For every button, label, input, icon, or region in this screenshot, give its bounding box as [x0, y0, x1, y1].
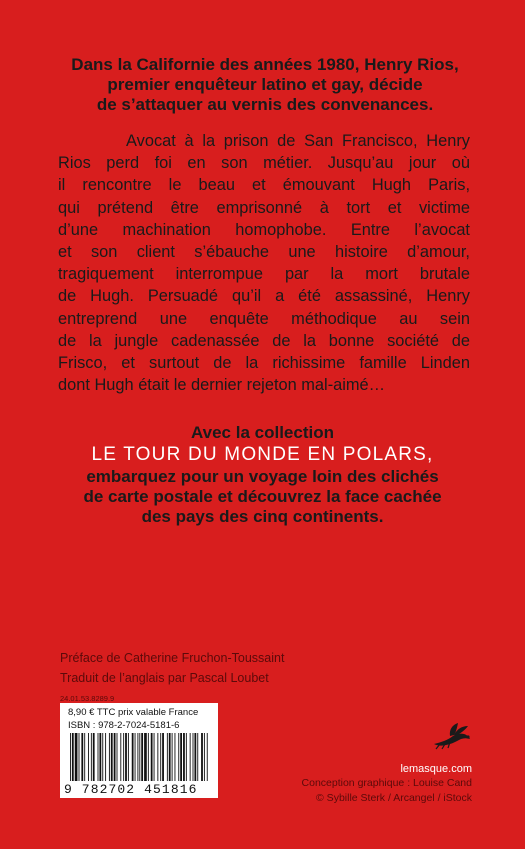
synopsis-line: dont Hugh était le dernier rejeton mal-aimé… — [58, 376, 386, 395]
design-credit: Conception graphique : Louise Cand — [301, 777, 472, 789]
barcode-icon — [68, 733, 210, 781]
synopsis-line: d’une machination homophobe. Entre l’avocat — [58, 220, 470, 239]
collection-intro: Avec la collection — [191, 423, 334, 442]
barcode-panel — [60, 703, 218, 798]
design-credits — [302, 776, 472, 806]
intro-line: de s’attaquer au vernis des convenances. — [96, 95, 434, 114]
photo-credit: © Sybille Sterk / Arcangel / iStock — [316, 792, 472, 804]
collection-series-name: LE TOUR DU MONDE EN POLARS, — [91, 444, 434, 465]
synopsis-line: tragiquement interrompue par la mort brutale — [58, 265, 470, 284]
collection-blurb — [40, 423, 485, 527]
synopsis-line: entreprend une enquête méthodique au sein — [58, 309, 470, 328]
synopsis-paragraph — [58, 130, 470, 396]
internal-code: 24.01.53.8289.9 — [60, 694, 115, 703]
publisher-url: lemasque.com — [400, 763, 472, 775]
price-label: 8,90 € TTC prix valable France — [68, 707, 199, 718]
preface-credit: Préface de Catherine Fruchon-Toussaint — [60, 651, 285, 665]
wasp-logo-icon — [432, 722, 472, 750]
book-credits — [60, 648, 284, 688]
collection-line: de carte postale et découvrez la face cachée — [83, 487, 442, 506]
isbn-label: ISBN : 978-2-7024-5181-6 — [68, 720, 180, 731]
synopsis-line: Avocat à la prison de San Francisco, Henry — [126, 132, 470, 150]
synopsis-line: qui prétend être emprisonné à tort et victime — [58, 198, 470, 217]
translation-credit: Traduit de l’anglais par Pascal Loubet — [60, 671, 269, 685]
intro-line: premier enquêteur latino et gay, décide — [107, 75, 423, 94]
synopsis-line: Frisco, et surtout de la richissime famille Linden — [58, 354, 470, 373]
collection-line: des pays des cinq continents. — [141, 507, 384, 526]
synopsis-line: et son client s’ébauche une histoire d’amour, — [58, 243, 470, 262]
synopsis-line: de la jungle cadenassée de la bonne société de — [58, 331, 470, 350]
intro-blurb — [55, 55, 475, 115]
barcode-number: 9 782702 451816 — [64, 782, 198, 797]
collection-line: embarquez pour un voyage loin des clichés — [86, 467, 439, 486]
synopsis-line: de Hugh. Persuadé qu’il a été assassiné, Henry — [58, 287, 470, 306]
synopsis-line: Rios perd foi en son métier. Jusqu’au jour où — [58, 154, 470, 173]
intro-line: Dans la Californie des années 1980, Henry Rios, — [71, 55, 459, 74]
synopsis-line: il rencontre le beau et émouvant Hugh Paris, — [58, 176, 470, 195]
